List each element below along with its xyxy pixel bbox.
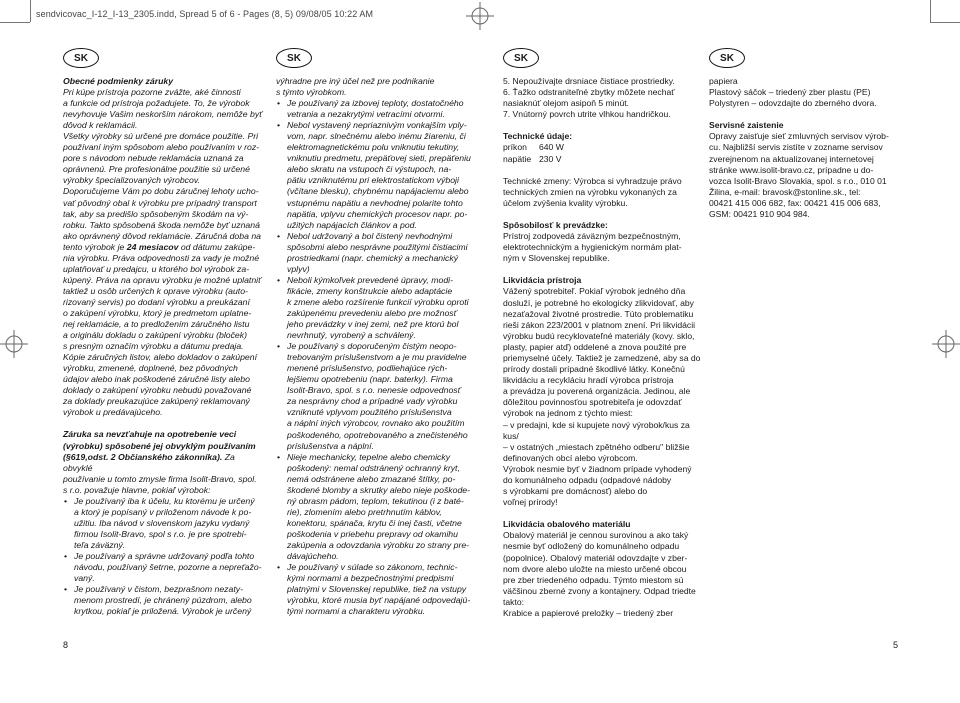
list-item-line: zakúpenia a odovzdania výrobku zo strany pre- xyxy=(287,539,470,550)
list-item-line: • Nebol udržovaný a bol čistený nevhodnými xyxy=(287,230,453,241)
list-item-line: nemá odstránene alebo zmazané štítky, po- xyxy=(287,473,456,484)
text-line: rizovaný servis) po dodaní výrobku a preukázaní xyxy=(63,296,250,307)
conformity-text xyxy=(503,231,703,264)
list-item-line: vniknutiu predmetu, prepäťovej sieti, prepäťeniu xyxy=(287,153,471,164)
list-item-line: výrobku, ktoré musia byť napájané odpovedajú- xyxy=(287,595,471,606)
text-line: 5. Nepoužívajte drsniace čistiace prostriedky. xyxy=(503,76,675,86)
list-item xyxy=(276,98,476,120)
list-item-line: • Nebol vystavený nepriaznivým vonkajším vply- xyxy=(287,120,467,131)
text-line: nevyhovuje Vašim neskorším nárokom, nemôže byť xyxy=(63,109,263,120)
list-item-line: • Je používaný s doporučeným čistým neopo- xyxy=(287,341,457,352)
text-line: priemyselné účely. Taktiež je zamedzené, aby sa do xyxy=(503,352,701,363)
text-line: Výrobok nesmie byť v žiadnom prípade vyhodený xyxy=(503,463,692,474)
list-item xyxy=(276,231,476,275)
text-line: vozca Isolit-Bravo Slovakia, spol. s r.o., 010 01 xyxy=(709,175,887,186)
list-item xyxy=(276,341,476,451)
list-item-line: prostriedkami (napr. chemický a mechanický xyxy=(287,252,459,263)
text-line: Vážený spotrebiteľ. Pokiaľ výrobok jedného dňa xyxy=(503,286,686,297)
text-line: Obalový materiál je cennou surovinou a ako taký xyxy=(503,530,689,541)
text-line: a originálu dokladu o zakúpení výrobku (bloček) xyxy=(63,330,247,341)
text-line: robku. Takto spôsobená škoda nemôže byť uznaná xyxy=(63,219,260,230)
text-line: Plastový sáčok – triedený zber plastu (PE) xyxy=(709,87,871,98)
print-slug: sendvicovac_I-12_I-13_2305.indd, Spread 5 of 6 - Pages (8, 5) 09/08/05 10:22 AM xyxy=(36,9,374,19)
text-line: údajov alebo inak poškodené záručné listy alebo xyxy=(63,374,250,385)
text-line: Všetky výrobky sú určené pre domáce použitie. Pri xyxy=(63,131,259,142)
packaging-text-continued xyxy=(709,76,909,109)
registration-mark-left-icon xyxy=(0,330,28,358)
list-item-line: za nesprávny chod a prípadné vady výrobku xyxy=(287,396,458,407)
list-item-line: poškodený: nemal odstránený ochranný kryt, xyxy=(287,462,460,473)
text-line: uplatňovať u predajcu, u ktorého bol výrobok za- xyxy=(63,263,250,274)
warranty-usage-list xyxy=(63,496,263,618)
text-line: dosluží, je potrebné ho ekologicky zlikvidovať, aby xyxy=(503,297,694,308)
language-badge: SK xyxy=(503,48,539,68)
list-item-line: užitých napájacích článkov a pod. xyxy=(287,219,417,230)
crop-line-top-left xyxy=(0,22,30,23)
tech-data-label: príkon xyxy=(503,142,527,153)
disposal-heading: Likvidácia prístroja xyxy=(503,275,582,286)
text-line: taktiež u osôb určených k oprave výrobku (auto- xyxy=(63,285,248,296)
list-item-line: krytkou, pokiaľ je priložená. Výrobok je určený xyxy=(74,606,252,617)
list-item-line: nevrhnutý, vyrobený a schválený. xyxy=(287,330,416,341)
list-item-line: a ktorý je popísaný v priloženom návode k po- xyxy=(74,506,252,517)
tech-data-label: napätie xyxy=(503,153,532,164)
text-line: a prevádza ju poverená organizácia. Jedinou, ale xyxy=(503,386,691,397)
text-line: výrobok na jednom z týchto miest: xyxy=(503,408,633,419)
text-line: nej reklamácie, a to predložením záručného listu xyxy=(63,319,250,330)
text-line: technických zmien na výrobku vykonaných za xyxy=(503,186,677,197)
text-line: kus/ xyxy=(503,430,519,441)
maintenance-column xyxy=(503,76,703,619)
text-line: ným v Slovenskej republike. xyxy=(503,253,610,264)
list-item-line: alebo skratu na vstupoch či výstupoch, na- xyxy=(287,164,452,175)
page-number-right: 5 xyxy=(893,640,899,650)
list-item-line: zakúpenému prevedeniu alebo pre možnosť xyxy=(287,307,457,318)
list-item xyxy=(276,120,476,230)
text-line: tak, aby sa predišlo spôsobeným škodám na vý- xyxy=(63,208,249,219)
list-item-line: poškodeného, opotrebovaného a znečisteného xyxy=(287,429,468,440)
list-item-line: teľa záväzný. xyxy=(74,539,126,550)
list-item-line: • Je používaný a správne udržovaný podľa tohto xyxy=(74,550,255,561)
text-line: pore s návodom nebude reklamácia uznaná za xyxy=(63,153,244,164)
list-item-line: vom, napr. slnečnému alebo inému žiareniu, či xyxy=(287,131,466,142)
list-item-line: ný obrasm pádom, teplom, tekutinou (i z baté- xyxy=(287,495,464,506)
list-item-line: vzniknuté vplyvom použitého príslušenstva xyxy=(287,407,452,418)
text-line: za doklady preukazujúce zakúpený reklamovaný xyxy=(63,396,250,407)
tech-changes-text xyxy=(503,176,703,209)
service-column xyxy=(709,76,909,220)
text-line: ako oprávnený dôvod reklamácie. Záručná doba na xyxy=(63,230,262,241)
text-line: nia výrobku. Práva odpovednosti za vady je možné xyxy=(63,252,260,263)
service-heading: Servisné zaistenie xyxy=(709,120,784,131)
list-item-line: • Je používaný v súlade so zákonom, technic- xyxy=(287,562,458,573)
text-line: (výrobku) spôsobené jej obvyklým používaním xyxy=(63,440,256,451)
tech-data-row xyxy=(503,154,703,165)
list-item-line: napätia, vplyvu chemických procesov napr. po- xyxy=(287,208,468,219)
text-line: účelom zvýšenia kvality výrobku. xyxy=(503,197,628,208)
text-line: dôvod k reklamácii. xyxy=(63,120,138,131)
text-line: – v predajni, kde si kupujete nový výrobok/kus za xyxy=(503,419,690,430)
tech-data-value: 230 V xyxy=(539,153,562,164)
list-item-line: • Nieje mechanicky, tepelne alebo chemicky xyxy=(287,451,451,462)
text-line: používaní iným spôsobom alebo používaním v roz- xyxy=(63,142,260,153)
text-line: rieši zákon 223/2001 v platnom znení. Pri likvidácii xyxy=(503,319,696,330)
tech-data-value: 640 W xyxy=(539,142,564,153)
text-line: výhradne pre iný účel než pre podnikanie xyxy=(276,76,435,86)
list-item-line: Isolit-Bravo, spol. s r.o. nenesie odpovednosť xyxy=(287,385,461,396)
list-item-line: užitiu. Iba návod v slovenskom jazyku vydaný xyxy=(74,517,250,528)
list-item-line: • Neboli kýmkoľvek prevedené úpravy, modi- xyxy=(287,274,453,285)
list-item-line: poškodenia v priebehu prepravy od okamihu xyxy=(287,528,458,539)
text-line: výrobok u predávajúceho. xyxy=(63,407,163,418)
list-item-line: lejšiemu opotrebeniu (napr. baterky). Firma xyxy=(287,374,453,385)
text-line: Záruka sa nevzťahuje na opotrebenie veci xyxy=(63,429,237,440)
text-line: Pri kúpe prístroja pozorne zvážte, aké činnosti xyxy=(63,87,241,98)
list-item-line: a náplní iných výrobcov, rovnako ako použitím xyxy=(287,418,465,429)
warranty-exclusion xyxy=(63,429,263,451)
text-line: – v ostatných „miestach zpětného odberu" bližšie xyxy=(503,441,690,452)
list-item-line: vplyv) xyxy=(287,263,310,274)
list-item-line: pätiu vzniknutému pri elektrostatickom výboji xyxy=(287,175,459,186)
text-line: elektrotechnickým a hygienickým normám plat- xyxy=(503,242,682,253)
list-item-line: menené príslušenstvo, podliehajúce rých- xyxy=(287,363,448,374)
warranty-column xyxy=(63,76,263,617)
language-badge: SK xyxy=(276,48,312,68)
text-line: nesmie byť odložený do komunálneho odpadu xyxy=(503,541,680,552)
tech-data-row xyxy=(503,142,703,153)
text-line: Prístroj zodpovedá záväzným bezpečnostným, xyxy=(503,231,681,242)
text-line: a funkcie od prístroja požadujete. To, že výrobok xyxy=(63,98,250,109)
packaging-heading: Likvidácia obalového materiálu xyxy=(503,519,631,530)
text-line: zverejnenom na aktualizovanej internetovej xyxy=(709,153,874,164)
list-item-line: konektoru, spánača, krytu či inej časti, včetne xyxy=(287,517,462,528)
text-line: takto: xyxy=(503,596,525,607)
list-item-line: škodené blomby a skrutky alebo nieje poškode- xyxy=(287,484,471,495)
text-line: kúpený. Práva na opravu výrobku je možné uplatniť xyxy=(63,274,262,285)
text-line: Opravy zaisťuje sieť zmluvných servisov výrob- xyxy=(709,131,889,142)
text-line: dôležitou povinnosťou spotrebiteľa je odovzdať xyxy=(503,397,682,408)
list-item-line: • Je používaný iba k účelu, ku ktorému je určený xyxy=(74,495,255,506)
text-line: Žilina, e-mail: bravosk@stonline.sk., tel: xyxy=(709,186,861,197)
text-line: výrobku, zmenené, doplnené, bez pôvodných xyxy=(63,363,238,374)
text-line: oprávnenú. Pre profesionálne použitie sú určené xyxy=(63,164,250,175)
text-line: likvidáciu a recykláciu hradí výrobca prístroja xyxy=(503,375,674,386)
cleaning-steps xyxy=(503,76,703,120)
usage-conditions-list xyxy=(276,98,476,617)
text-line: cu. Najbližší servis zistíte v zozname servisov xyxy=(709,142,883,153)
text-line: nom dvore alebo uložte na miesto určené obcou xyxy=(503,563,687,574)
language-badge: SK xyxy=(709,48,745,68)
text-line: výrobky špecializovaných výrobcov. xyxy=(63,175,200,186)
warranty-text-continued xyxy=(63,253,263,419)
list-item-line: firmou Isolit-Bravo, spol s r.o. je pre spotrebi- xyxy=(74,528,247,539)
packaging-text xyxy=(503,530,703,619)
text-line: Krabice a papierové preložky – triedený zber xyxy=(503,608,674,619)
list-item-line: príslušenstva a náplní. xyxy=(287,440,374,451)
text-line: s výrobkami pre domácnosť) alebo do xyxy=(503,486,648,497)
list-item-line: rie), zlomením alebo pretrhnutím káblov, xyxy=(287,506,442,517)
text-line: s týmto výrobkom. xyxy=(276,87,347,98)
conformity-heading: Spôsobilosť k prevádzke: xyxy=(503,219,608,230)
list-item-line: k zmene alebo rozšírenie funkcií výrobku oproti xyxy=(287,296,469,307)
text-line: stránke www.isolit-bravo.cz, prípadne u do- xyxy=(709,164,874,175)
warranty-law-line: (§619,odst. 2 Občianského zákonníka). Za obvyklé xyxy=(63,451,235,473)
text-line: používanie u tomto zmysle firma Isolit-Bravo, spol. xyxy=(63,473,257,484)
text-line: GSM: 00421 910 904 984. xyxy=(709,209,810,220)
text-line: plasty, papier atď) oddelené a znova použité pre xyxy=(503,341,687,352)
list-item-line: • Je používaný za izbovej teploty, dostatočného xyxy=(287,98,464,109)
list-item-line: trebovaným príslušenstvom a je mu pravidelne xyxy=(287,352,467,363)
list-item-line: (včítane blesku), chybnému napájaciemu alebo xyxy=(287,186,469,197)
list-item-line: vstupnému napätiu a nevhodnej polarite tohto xyxy=(287,197,463,208)
text-line: nezaťažoval životné prostredie. Túto problematiku xyxy=(503,308,694,319)
usage-conditions-column xyxy=(276,76,476,617)
registration-mark-top-icon xyxy=(466,2,494,30)
usage-intro xyxy=(276,76,476,98)
list-item xyxy=(63,584,263,617)
text-line: výrobku budú recyklovateľné materiály (kovy. sklo, xyxy=(503,330,695,341)
list-item-line: spôsobmi alebo nesprávne použitými čistiacimi xyxy=(287,241,468,252)
list-item-line: vaný. xyxy=(74,573,95,584)
list-item-line: kými normami a bezpečnostnými predpismi xyxy=(287,573,454,584)
text-line: definovaných obcí alebo výrobcom. xyxy=(503,452,638,463)
text-line: doklady o zakúpení výrobku nebudú považované xyxy=(63,385,252,396)
crop-line-right-top xyxy=(930,0,931,22)
crop-line-left-top xyxy=(30,0,31,22)
text-line: prírody dostali prípadné škodlivé látky. Konečnú xyxy=(503,364,685,375)
text-line: Polystyren – odovzdajte do zberného dvora. xyxy=(709,98,877,109)
list-item-line: • Je používaný v čistom, bezprašnom nezaty- xyxy=(74,584,243,595)
text-line: Technické zmeny: Výrobca si vyhradzuje právo xyxy=(503,175,682,186)
list-item-line: elektromagnetickému polu vniknutiu tekutiny, xyxy=(287,142,460,153)
text-line: do komunálneho odpadu (odpadové nádoby xyxy=(503,475,672,485)
disposal-text xyxy=(503,286,703,508)
text-line: s r.o. považuje hlavne, pokiaľ výrobok: xyxy=(63,484,211,495)
list-item xyxy=(63,496,263,551)
warranty-heading: Obecné podmienky záruky xyxy=(63,76,174,86)
text-line: 7. Vnútorný povrch utrite vlhkou handričkou. xyxy=(503,109,671,120)
text-line: o zakúpení výrobku, ktorý je predmetom uplatne- xyxy=(63,307,252,318)
text-line: Kópie záručných listov, alebo dokladov o zakúpení xyxy=(63,352,257,363)
crop-line-top-right xyxy=(930,22,960,23)
warranty-usage-intro xyxy=(63,474,263,496)
text-line: (popolnice). Obalový materiál odovzdajte v zber- xyxy=(503,552,688,563)
list-item-line: tými normami a charakteru výrobku. xyxy=(287,606,426,617)
list-item xyxy=(276,452,476,562)
text-line: 00421 415 006 682, fax: 00421 415 006 683, xyxy=(709,197,881,208)
language-badge: SK xyxy=(63,48,99,68)
list-item-line: vetrania a nezakrytými vetracími otvormi. xyxy=(287,109,445,120)
list-item xyxy=(276,562,476,617)
text-line: s presným označím výrobku a dátumu predaja. xyxy=(63,341,244,352)
service-text xyxy=(709,131,909,220)
text-line: pre zber triedeného odpadu. Týmto miestom sú xyxy=(503,574,684,585)
registration-mark-right-icon xyxy=(932,330,960,358)
list-item xyxy=(276,275,476,341)
text-line: Doporučujeme Vám po dobu záručnej lehoty ucho- xyxy=(63,186,259,197)
list-item-line: fikácie, zmeny konštrukcie alebo adaptácie xyxy=(287,285,453,296)
text-line: väčšinou zberné zvony a kontajnery. Odpad triedte xyxy=(503,585,696,596)
tech-data-table xyxy=(503,142,703,164)
warranty-duration-line: tento výrobok je 24 mesiacov od dátumu zakúpe- xyxy=(63,241,256,252)
list-item-line: jeho prevádzky v inej zemi, než pre ktorú bol xyxy=(287,319,459,330)
list-item xyxy=(63,551,263,584)
tech-data-heading: Technické údaje: xyxy=(503,131,573,142)
text-line: 6. Ťažko odstraniteľné zbytky môžete nechať xyxy=(503,87,675,98)
text-line: papiera xyxy=(709,76,738,86)
list-item-line: menom prostredí, je chránený púzdrom, alebo xyxy=(74,595,252,606)
page-number-left: 8 xyxy=(63,640,69,650)
list-item-line: dávajúcheho. xyxy=(287,551,339,562)
text-line: voľnej prírody! xyxy=(503,497,558,508)
text-line: nasiaknúť olejom asipoň 5 minút. xyxy=(503,98,629,109)
list-item-line: platnými v Slovenskej republike, tiež na vstupy xyxy=(287,584,467,595)
list-item-line: návodu, používaný šetrne, pozorne a nepreťažo- xyxy=(74,562,262,573)
warranty-text xyxy=(63,87,263,242)
text-line: vať pôvodný obal k výrobku pre prípadný transport xyxy=(63,197,257,208)
